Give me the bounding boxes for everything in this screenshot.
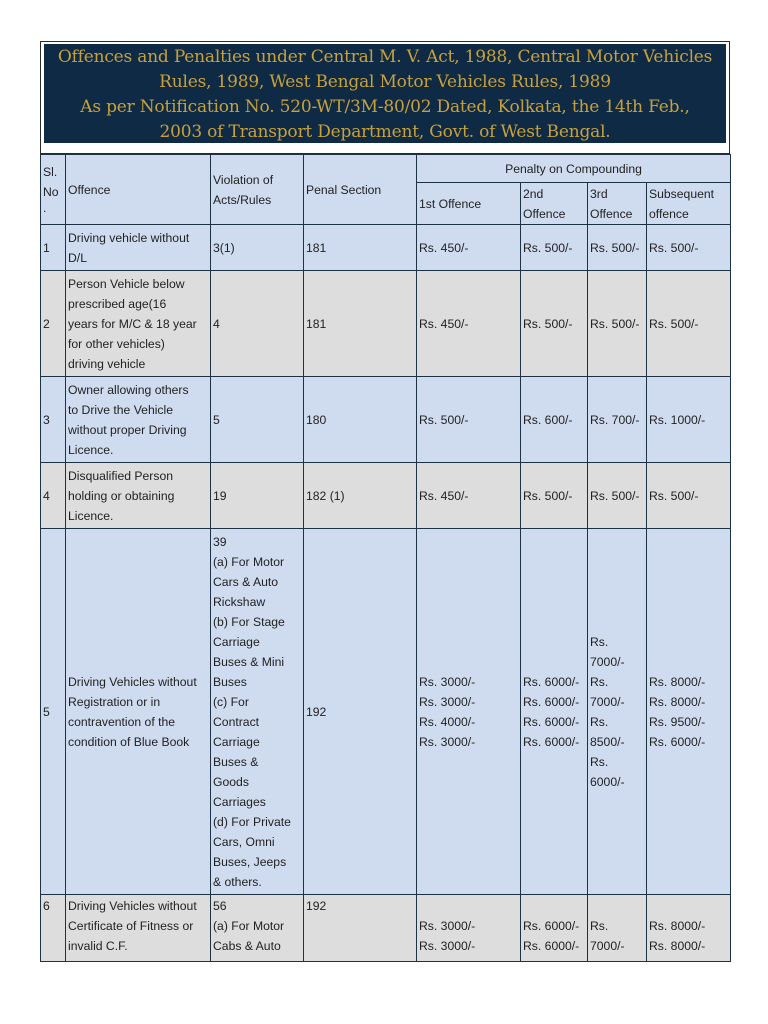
cell-line: Rs. 700/- [590,412,640,427]
cell-line: Rs. 500/- [523,488,573,503]
cell-line: Registration or in [68,694,161,709]
title-banner [40,41,730,154]
cell-line: without proper Driving [68,422,187,437]
table-row [41,529,731,895]
cell-line: Rs. 6000/- [523,694,580,709]
cell-line: Contract [213,714,260,729]
cell-sl-no: 4 [41,463,66,529]
cell-line: 8500/- [590,734,625,749]
cell-line: Rs. 3000/- [419,694,476,709]
cell-line: Buses [213,674,247,689]
cell-second-offence [521,377,588,463]
cell-first-offence [417,225,521,271]
header-penalty-group: Penalty on Compounding [417,155,731,183]
cell-penal-section: 192 [304,529,417,895]
cell-sl-no: 3 [41,377,66,463]
cell-line: (c) For [213,694,249,709]
cell-line [590,896,644,916]
cell-line: Rs. 6000/- [523,734,580,749]
table-row [41,377,731,463]
cell-line: 39 [213,534,227,549]
title-line: Offences and Penalties under Central M. V. Act, 1988, Central Motor Vehicles [57,47,713,67]
cell-line: Rs. 600/- [523,412,573,427]
cell-line: Buses & Mini [213,654,285,669]
title-line: As per Notification No. 520-WT/3M-80/02 Dated, Kolkata, the 14th Feb., [80,97,690,117]
cell-offence [66,895,211,962]
cell-line: 5 [213,412,220,427]
cell-offence [66,463,211,529]
cell-subsequent-offence [647,463,731,529]
cell-line: Cabs & Auto [213,939,281,953]
cell-line: Rs. 6000/- [523,714,580,729]
cell-line: Rs. 450/- [419,316,469,331]
cell-line: Driving vehicle without [68,230,190,245]
cell-line: 7000/- [590,939,625,953]
cell-line: Rs. 500/- [649,488,699,503]
cell-line: Rs. 500/- [419,412,469,427]
cell-violation [211,377,304,463]
cell-third-offence [588,463,647,529]
cell-line: Carriages [213,794,266,809]
cell-sl-no: 6 [41,895,66,962]
cell-line: Rs. 6000/- [523,674,580,689]
cell-first-offence [417,463,521,529]
cell-violation [211,895,304,962]
cell-line: 7000/- [590,694,625,709]
cell-line: Rs. [590,714,609,729]
cell-line: 4 [213,316,220,331]
header-violation: Violation of Acts/Rules [211,155,304,225]
cell-penal-section: 181 [304,225,417,271]
header-third-offence: 3rd Offence [588,183,647,225]
cell-violation [211,271,304,377]
table-row [41,463,731,529]
cell-line: for other vehicles) [68,336,165,351]
cell-first-offence [417,271,521,377]
cell-line: Rs. 3000/- [419,734,476,749]
cell-line: Rs. [590,634,609,649]
cell-line: 56 [213,899,227,913]
cell-sl-no: 5 [41,529,66,895]
cell-line: Rs. 8000/- [649,919,706,933]
cell-line: Rs. 500/- [590,316,640,331]
cell-line: Rs. 3000/- [419,939,476,953]
cell-offence [66,529,211,895]
cell-first-offence [417,895,521,962]
cell-line: Rs. 500/- [590,240,640,255]
cell-subsequent-offence [647,225,731,271]
cell-second-offence [521,529,588,895]
cell-line: Rs. 500/- [523,240,573,255]
cell-line: & others. [213,874,262,889]
cell-penal-section: 181 [304,271,417,377]
header-first-offence: 1st Offence [417,183,521,225]
cell-line [419,896,518,916]
cell-subsequent-offence [647,377,731,463]
cell-line: Owner allowing others [68,382,189,397]
cell-offence [66,377,211,463]
cell-second-offence [521,271,588,377]
cell-line: Driving Vehicles without [68,674,197,689]
cell-violation [211,529,304,895]
cell-line: Rs. 8000/- [649,694,706,709]
cell-line: Rs. [590,754,609,769]
cell-line: Rs. 500/- [649,240,699,255]
cell-line: condition of Blue Book [68,734,190,749]
header-penal-section: Penal Section [304,155,417,225]
cell-line: Rs. 6000/- [649,734,706,749]
cell-line: (a) For Motor [213,554,285,569]
cell-line: 6000/- [590,774,625,789]
cell-line: 19 [213,488,227,503]
cell-line: driving vehicle [68,356,146,371]
cell-second-offence [521,895,588,962]
cell-line: Disqualified Person [68,468,174,483]
cell-line: Rs. 8000/- [649,674,706,689]
cell-line: Licence. [68,508,114,523]
cell-third-offence [588,271,647,377]
cell-third-offence [588,529,647,895]
cell-second-offence [521,225,588,271]
cell-offence [66,225,211,271]
cell-line: Driving Vehicles without [68,899,197,913]
title-line: Rules, 1989, West Bengal Motor Vehicles Rules, 1989 [159,72,611,92]
cell-line: Rs. 500/- [590,488,640,503]
cell-line: Cars & Auto [213,574,279,589]
cell-line: 7000/- [590,654,625,669]
cell-line: 3(1) [213,240,235,255]
cell-line: Person Vehicle below [68,276,185,291]
cell-line: Rickshaw [213,594,266,609]
cell-violation [211,225,304,271]
table-row [41,271,731,377]
cell-line: to Drive the Vehicle [68,402,174,417]
cell-line: Buses & [213,754,259,769]
cell-line: Rs. 4000/- [419,714,476,729]
cell-line: Rs. 450/- [419,240,469,255]
cell-penal-section: 182 (1) [304,463,417,529]
cell-third-offence [588,377,647,463]
cell-line: years for M/C & 18 year [68,316,197,331]
cell-line: Rs. 8000/- [649,939,706,953]
cell-line: Rs. 6000/- [523,939,580,953]
header-subsequent-offence: Subsequent offence [647,183,731,225]
cell-line: Certificate of Fitness or [68,919,194,933]
table-header-row [41,155,731,183]
cell-penal-section: 180 [304,377,417,463]
cell-line: Carriage [213,634,260,649]
header-second-offence: 2nd Offence [521,183,588,225]
header-sl-no: Sl. No . [41,155,66,225]
table-row [41,225,731,271]
cell-line: (d) For Private [213,814,291,829]
cell-line: Carriage [213,734,260,749]
cell-line: Buses, Jeeps [213,854,287,869]
title-line: 2003 of Transport Department, Govt. of West Bengal. [159,122,611,142]
cell-line: Rs. 500/- [649,316,699,331]
header-offence: Offence [66,155,211,225]
cell-line: D/L [68,250,87,265]
cell-third-offence [588,895,647,962]
penalty-table [40,154,731,962]
cell-line: Rs. 6000/- [523,919,580,933]
title-banner-text [44,44,726,143]
cell-line: prescribed age(16 [68,296,167,311]
cell-penal-section: 192 [304,895,417,962]
cell-line: (b) For Stage [213,614,285,629]
cell-line [523,896,585,916]
cell-offence [66,271,211,377]
cell-sl-no: 2 [41,271,66,377]
cell-line: Rs. 9500/- [649,714,706,729]
cell-violation [211,463,304,529]
cell-line: (a) For Motor [213,919,285,933]
document-page [40,41,730,962]
cell-line: Cars, Omni [213,834,275,849]
cell-line: contravention of the [68,714,176,729]
table-row [41,895,731,962]
cell-line: Rs. [590,919,609,933]
cell-second-offence [521,463,588,529]
cell-third-offence [588,225,647,271]
table-body [41,225,731,962]
cell-line: Rs. [590,674,609,689]
cell-line: invalid C.F. [68,939,128,953]
cell-line: Rs. 3000/- [419,919,476,933]
cell-line: holding or obtaining [68,488,175,503]
cell-sl-no: 1 [41,225,66,271]
cell-subsequent-offence [647,529,731,895]
cell-line: Rs. 1000/- [649,412,706,427]
cell-subsequent-offence [647,895,731,962]
cell-line: Licence. [68,442,114,457]
cell-line: Rs. 500/- [523,316,573,331]
cell-first-offence [417,529,521,895]
cell-first-offence [417,377,521,463]
cell-line: Rs. 450/- [419,488,469,503]
cell-line [649,896,728,916]
cell-subsequent-offence [647,271,731,377]
cell-line: Goods [213,774,249,789]
cell-line: Rs. 3000/- [419,674,476,689]
